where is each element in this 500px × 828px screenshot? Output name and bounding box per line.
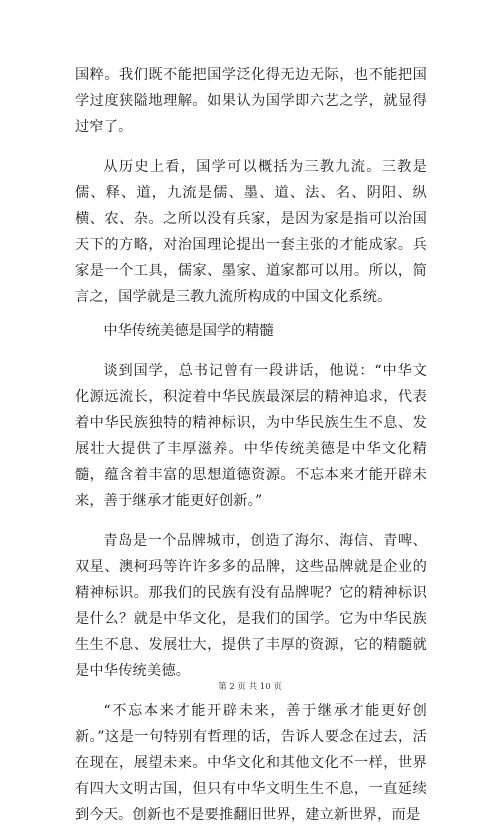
- paragraph-innovation: “不忘本来才能开辟未来，善于继承才能更好创新。”这是一句特别有哲理的话，告诉人要念在过去，活在现在，展望未来。中华文化和其他文化不一样，世界有四大文明古国，但只有中华文明生生不息，一直延续到今天。创新也不是要推翻旧世界，建立新世界，而是: [75, 703, 427, 823]
- paragraph-qingdao: 青岛是一个品牌城市，创造了海尔、海信、青啤、双星、澳柯玛等许许多多的品牌，这些品牌就是企业的精神标识。那我们的民族有没有品牌呢？它的精神标识是什么？就是中华文化，是我们的国学。它为中华民族生生不息、发展壮大，提供了丰厚的资源，它的精髓就是中华传统美德。: [75, 533, 427, 679]
- paragraph-continuation: 国粹。我们既不能把国学泛化得无边无际，也不能把国学过度狭隘地理解。如果认为国学即六艺之学，就显得过窄了。: [75, 67, 427, 135]
- page-number-footer: 第 2 页 共 10 页: [218, 682, 282, 692]
- paragraph-quote: 谈到国学，总书记曾有一段讲话，他说：“中华文化源远流长，积淀着中华民族最深层的精神追求，代表着中华民族独特的精神标识，为中华民族生生不息、发展壮大提供了丰厚滋养。中华传统美德是中华文化精髓，蕴含着丰富的思想道德资源。不忘本来才能开辟未来，善于继承才能更好创新。”: [75, 363, 427, 509]
- paragraph-history: 从历史上看，国学可以概括为三教九流。三教是儒、释、道，九流是儒、墨、道、法、名、阴阳、纵横、农、杂。之所以没有兵家，是因为家是指可以治国天下的方略，对治国理论提出一套主张的才能成家。兵家是一个工具，儒家、墨家、道家都可以用。所以，简言之，国学就是三教九流所构成的中国文化系统。: [75, 159, 427, 305]
- section-heading: 中华传统美德是国学的精髓: [103, 323, 274, 339]
- body-text: [75, 62, 427, 828]
